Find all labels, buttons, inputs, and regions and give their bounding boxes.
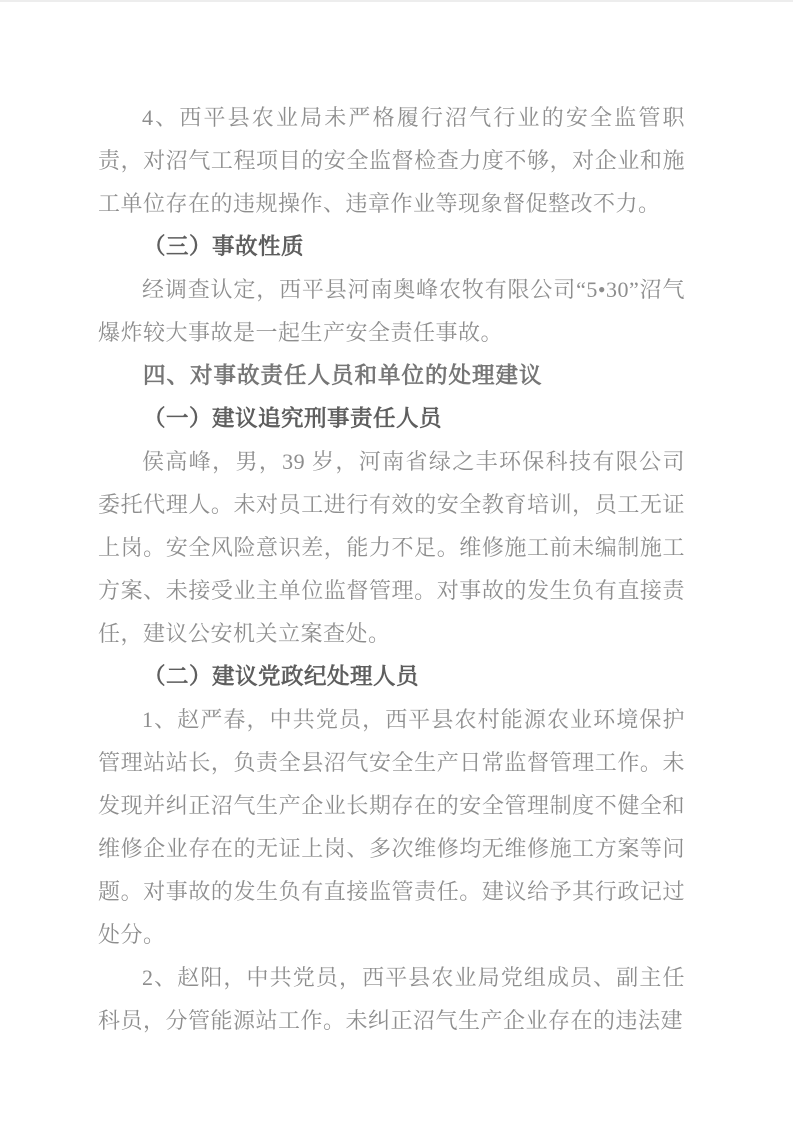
paragraph-hou-gaofeng: 侯高峰，男，39 岁，河南省绿之丰环保科技有限公司委托代理人。未对员工进行有效的安全教育培训，员工无证上岗。安全风险意识差，能力不足。维修施工前未编制施工方案、未接受业主单位监督管理。对事故的发生负有直接责任，建议公安机关立案查处。	[98, 449, 685, 646]
paragraph-supervision-failure: 4、西平县农业局未严格履行沼气行业的安全监管职责，对沼气工程项目的安全监督检查力度不够，对企业和施工单位存在的违规操作、违章作业等现象督促整改不力。	[98, 105, 685, 216]
paragraph-accident-determination: 经调查认定，西平县河南奥峰农牧有限公司“5•30”沼气爆炸较大事故是一起生产安全责任事故。	[98, 277, 685, 345]
paragraph-zhao-yang: 2、赵阳，中共党员，西平县农业局党组成员、副主任科员，分管能源站工作。未纠正沼气生产企业存在的违法建	[98, 965, 685, 1033]
paragraph-zhao-yanchun: 1、赵严春，中共党员，西平县农村能源农业环境保护管理站站长，负责全县沼气安全生产日常监督管理工作。未发现并纠正沼气生产企业长期存在的安全管理制度不健全和维修企业存在的无证上岗、多次维修均无维修施工方案等问题。对事故的发生负有直接监管责任。建议给予其行政记过处分。	[98, 707, 685, 947]
heading-party-discipline: （二）建议党政纪处理人员	[143, 664, 420, 689]
heading-handling-recommendations: 四、对事故责任人员和单位的处理建议	[143, 363, 543, 388]
heading-accident-nature: （三）事故性质	[143, 234, 305, 259]
heading-criminal-liability: （一）建议追究刑事责任人员	[143, 406, 443, 431]
document-text-block	[98, 96, 685, 1042]
